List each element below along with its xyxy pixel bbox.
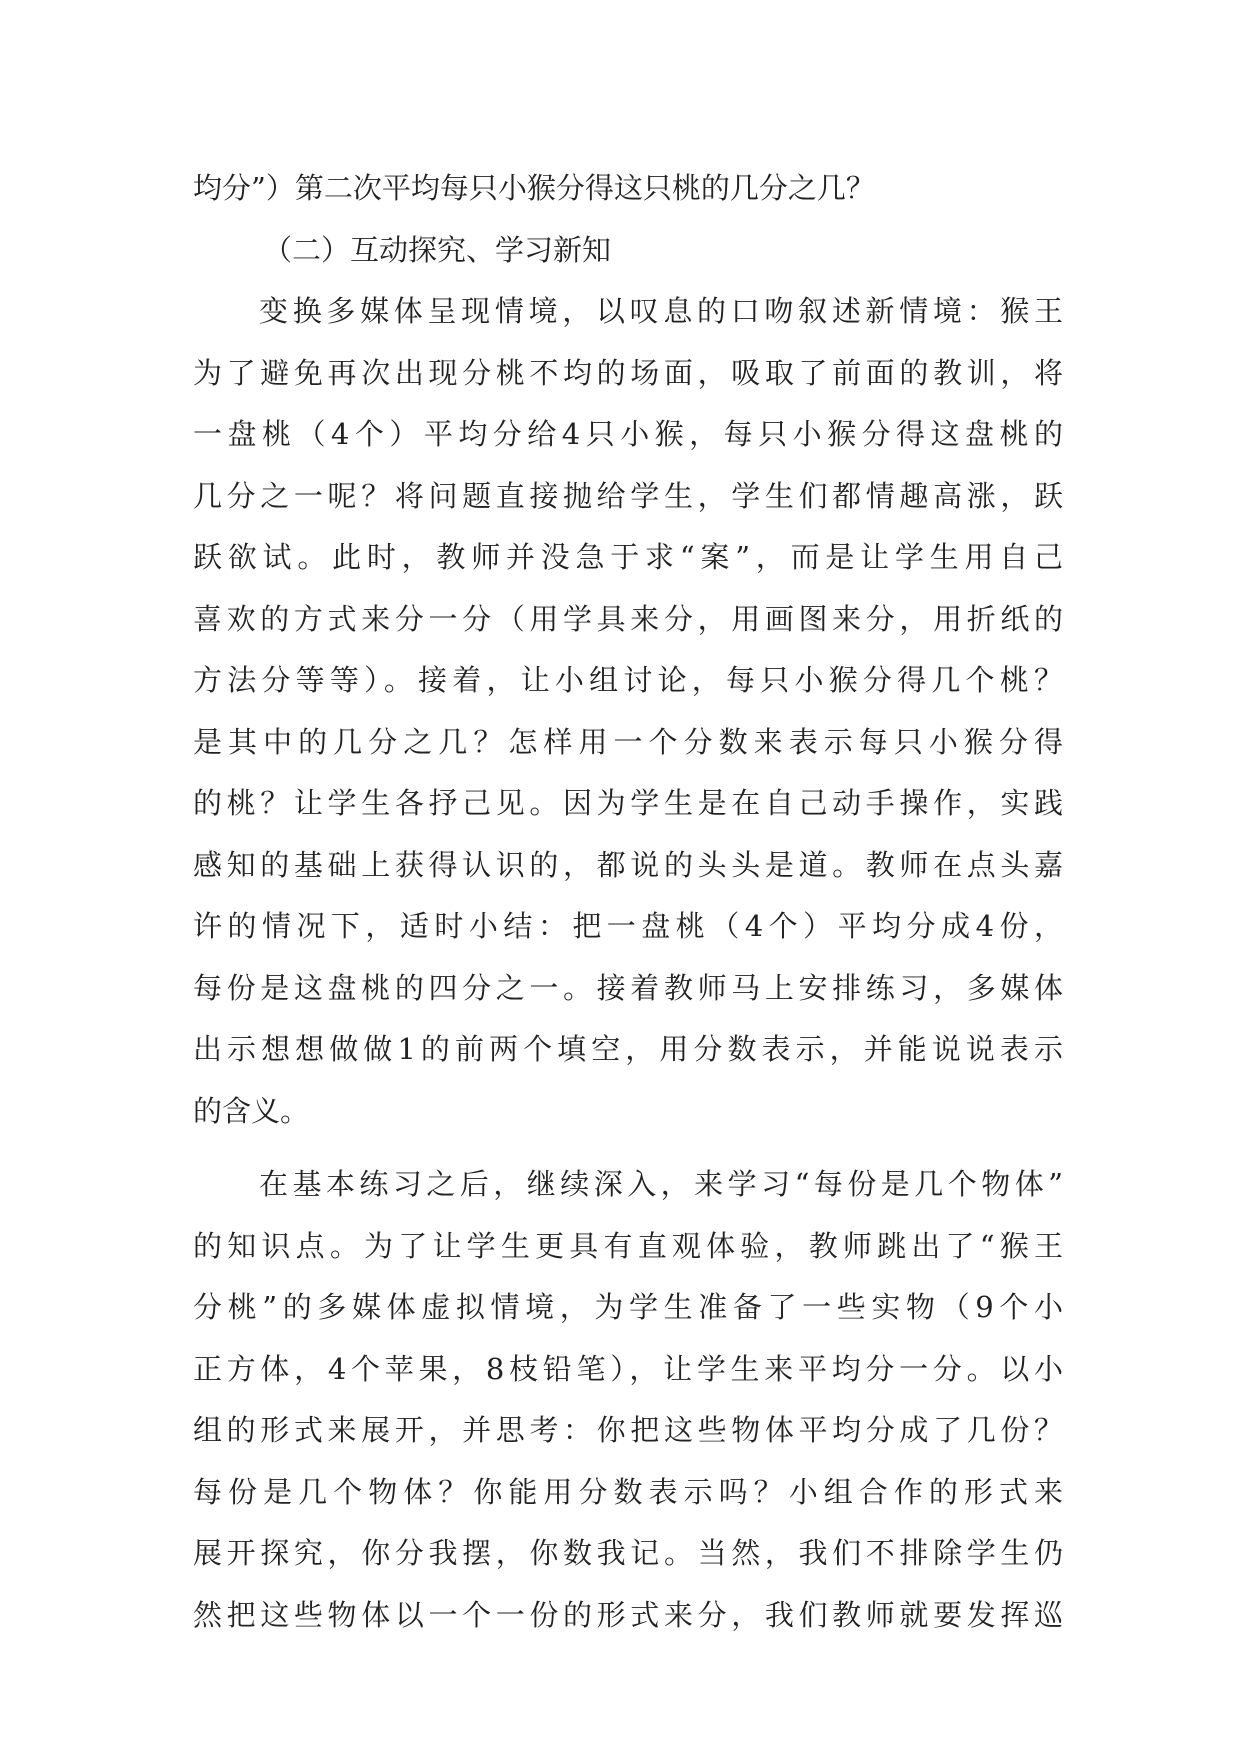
paragraph-spacing	[193, 1142, 1063, 1154]
text-line: 每份是这盘桃的四分之一。接着教师马上安排练习，多媒体	[193, 970, 1063, 1005]
text-line: 一盘桃（4个）平均分给4只小猴，每只小猴分得这盘桃的	[193, 417, 1063, 451]
text-line: 每份是几个物体？你能用分数表示吗？小组合作的形式来	[193, 1474, 1063, 1509]
text-line: 展开探究，你分我摆，你数我记。当然，我们不排除学生仍	[193, 1536, 1063, 1570]
text-line: 方法分等等）。接着，让小组讨论，每只小猴分得几个桃？	[193, 663, 1063, 697]
text-line: 跃欲试。此时，教师并没急于求“案”，而是让学生用自己	[193, 540, 1063, 574]
text-line: 的桃？让学生各抒己见。因为学生是在自己动手操作，实践	[193, 786, 1063, 820]
text-line: 然把这些物体以一个一份的形式来分，我们教师就要发挥巡	[193, 1597, 1063, 1632]
text-line: 是其中的几分之几？怎样用一个分数来表示每只小猴分得	[193, 724, 1063, 759]
text-line: 分桃”的多媒体虚拟情境，为学生准备了一些实物（9个小	[193, 1290, 1063, 1324]
text-line: 喜欢的方式来分一分（用学具来分，用画图来分，用折纸的	[193, 601, 1063, 636]
text-line: 几分之一呢？将问题直接抛给学生，学生们都情趣高涨，跃	[193, 478, 1063, 513]
section-heading: （二）互动探究、学习新知	[263, 232, 612, 267]
paragraph-first-line: 在基本练习之后，继续深入，来学习“每份是几个物体”	[259, 1167, 1063, 1201]
text-line: 均分”）第二次平均每只小猴分得这只桃的几分之几？	[193, 171, 875, 205]
text-line: 正方体，4个苹果，8枝铅笔），让学生来平均分一分。以小	[193, 1351, 1063, 1386]
text-line: 的知识点。为了让学生更具有直观体验，教师跳出了“猴王	[193, 1228, 1063, 1263]
text-line: 为了避免再次出现分桃不均的场面，吸取了前面的教训，将	[193, 355, 1063, 390]
document-body	[193, 158, 1063, 1646]
text-line: 组的形式来展开，并思考：你把这些物体平均分成了几份？	[193, 1413, 1063, 1447]
paragraph-last-line: 的含义。	[193, 1093, 310, 1128]
text-line: 许的情况下，适时小结：把一盘桃（4个）平均分成4份，	[193, 909, 1063, 943]
text-line: 出示想想做做1的前两个填空，用分数表示，并能说说表示	[193, 1032, 1063, 1066]
paragraph-first-line: 变换多媒体呈现情境，以叹息的口吻叙述新情境：猴王	[259, 294, 1063, 328]
text-line: 感知的基础上获得认识的，都说的头头是道。教师在点头嘉	[193, 847, 1063, 882]
